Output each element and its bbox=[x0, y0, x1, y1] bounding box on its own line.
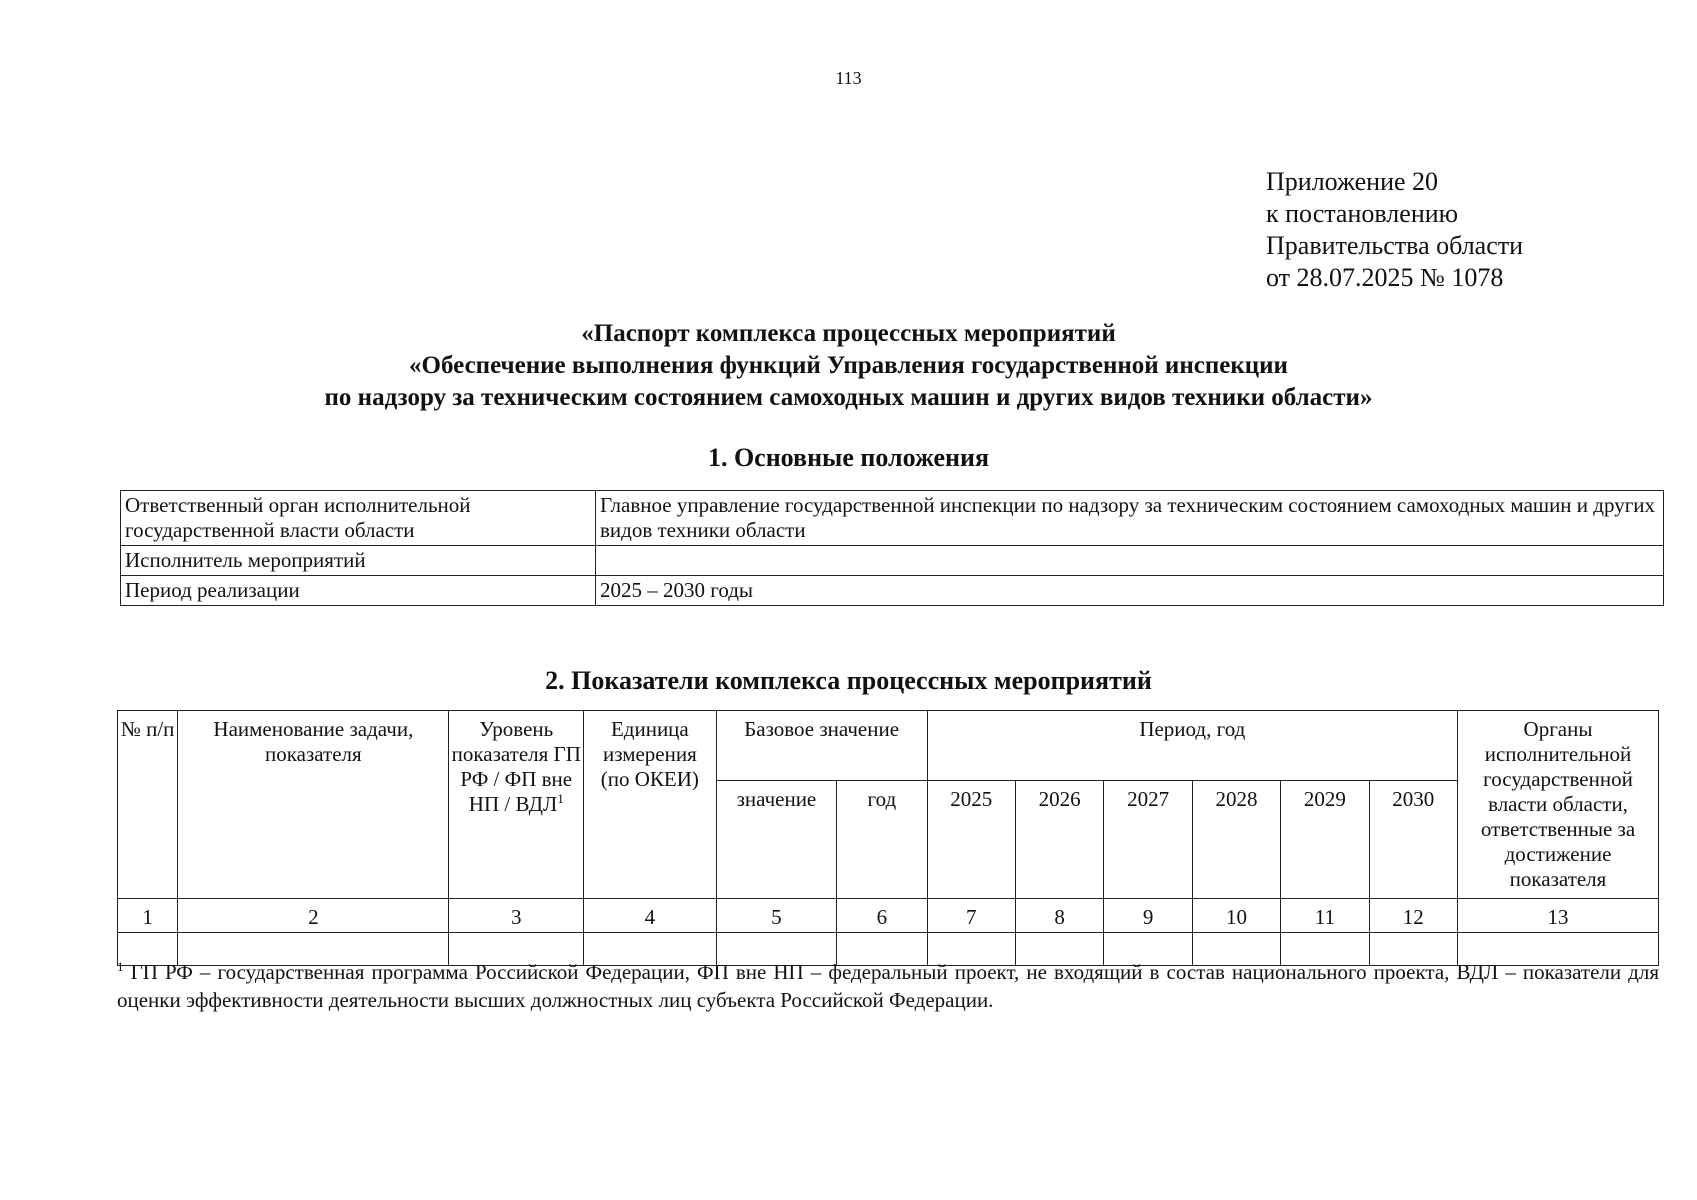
header-base-value: значение bbox=[716, 781, 837, 899]
header-year-2029: 2029 bbox=[1281, 781, 1369, 899]
indicators-table bbox=[117, 710, 1659, 966]
column-number: 3 bbox=[449, 899, 584, 933]
header-unit: Единица измерения (по ОКЕИ) bbox=[584, 711, 717, 899]
header-year-2028: 2028 bbox=[1192, 781, 1280, 899]
appendix-note bbox=[1266, 166, 1523, 294]
column-number: 13 bbox=[1458, 899, 1659, 933]
period-value: 2025 – 2030 годы bbox=[596, 576, 1664, 606]
header-base: Базовое значение bbox=[716, 711, 927, 781]
column-number: 5 bbox=[716, 899, 837, 933]
executor-value bbox=[596, 546, 1664, 576]
responsible-organ-value: Главное управление государственной инспекции по надзору за техническим состоянием самоходных машин и других видов техники области bbox=[596, 491, 1664, 546]
column-number: 9 bbox=[1104, 899, 1192, 933]
table-row bbox=[121, 491, 1664, 546]
header-year-2025: 2025 bbox=[927, 781, 1015, 899]
header-name: Наименование задачи, показателя bbox=[178, 711, 449, 899]
header-num: № п/п bbox=[118, 711, 178, 899]
page-number: 113 bbox=[835, 68, 862, 88]
header-year-2027: 2027 bbox=[1104, 781, 1192, 899]
document-title bbox=[0, 318, 1697, 414]
header-base-year: год bbox=[837, 781, 927, 899]
appendix-line: Правительства области bbox=[1266, 231, 1524, 260]
appendix-line: к постановлению bbox=[1266, 199, 1459, 228]
column-number: 10 bbox=[1192, 899, 1280, 933]
column-numbers-row bbox=[118, 899, 1659, 933]
title-line: по надзору за техническим состоянием самоходных машин и других видов техники области» bbox=[324, 384, 1373, 411]
responsible-organ-label: Ответственный орган исполнительной государственной власти области bbox=[121, 491, 596, 546]
appendix-line: от 28.07.2025 № 1078 bbox=[1266, 263, 1504, 292]
column-number: 1 bbox=[118, 899, 178, 933]
header-year-2026: 2026 bbox=[1015, 781, 1103, 899]
header-year-2030: 2030 bbox=[1369, 781, 1457, 899]
header-row bbox=[118, 711, 1659, 781]
header-level bbox=[449, 711, 584, 899]
column-number: 8 bbox=[1015, 899, 1103, 933]
provisions-table bbox=[120, 490, 1664, 606]
footnote-marker: 1 bbox=[557, 791, 564, 806]
header-level-text: Уровень показателя ГП РФ / ФП вне НП / ВДЛ bbox=[451, 717, 581, 816]
footnote-marker: 1 bbox=[117, 959, 124, 974]
executor-label: Исполнитель мероприятий bbox=[121, 546, 596, 576]
column-number: 12 bbox=[1369, 899, 1457, 933]
period-label: Период реализации bbox=[121, 576, 596, 606]
column-number: 6 bbox=[837, 899, 927, 933]
header-period: Период, год bbox=[927, 711, 1457, 781]
title-line: «Паспорт комплекса процессных мероприятий bbox=[581, 320, 1116, 347]
header-organs: Органы исполнительной государственной власти области, ответственные за достижение показателя bbox=[1458, 711, 1659, 899]
footnote bbox=[117, 958, 1659, 1014]
title-line: «Обеспечение выполнения функций Управления государственной инспекции bbox=[409, 352, 1288, 379]
section-1-title: 1. Основные положения bbox=[707, 443, 990, 472]
table-row bbox=[121, 546, 1664, 576]
section-2-title: 2. Показатели комплекса процессных мероприятий bbox=[545, 666, 1152, 695]
column-number: 4 bbox=[584, 899, 717, 933]
column-number: 11 bbox=[1281, 899, 1369, 933]
column-number: 7 bbox=[927, 899, 1015, 933]
table-row bbox=[121, 576, 1664, 606]
footnote-text: ГП РФ – государственная программа Российской Федерации, ФП вне НП – федеральный проект, не входящий в состав национального проекта, ВДЛ – показатели для оценки эффективности деятельности высших должностных лиц субъекта Российской Федерации. bbox=[117, 960, 1660, 1012]
column-number: 2 bbox=[178, 899, 449, 933]
appendix-line: Приложение 20 bbox=[1266, 167, 1439, 196]
